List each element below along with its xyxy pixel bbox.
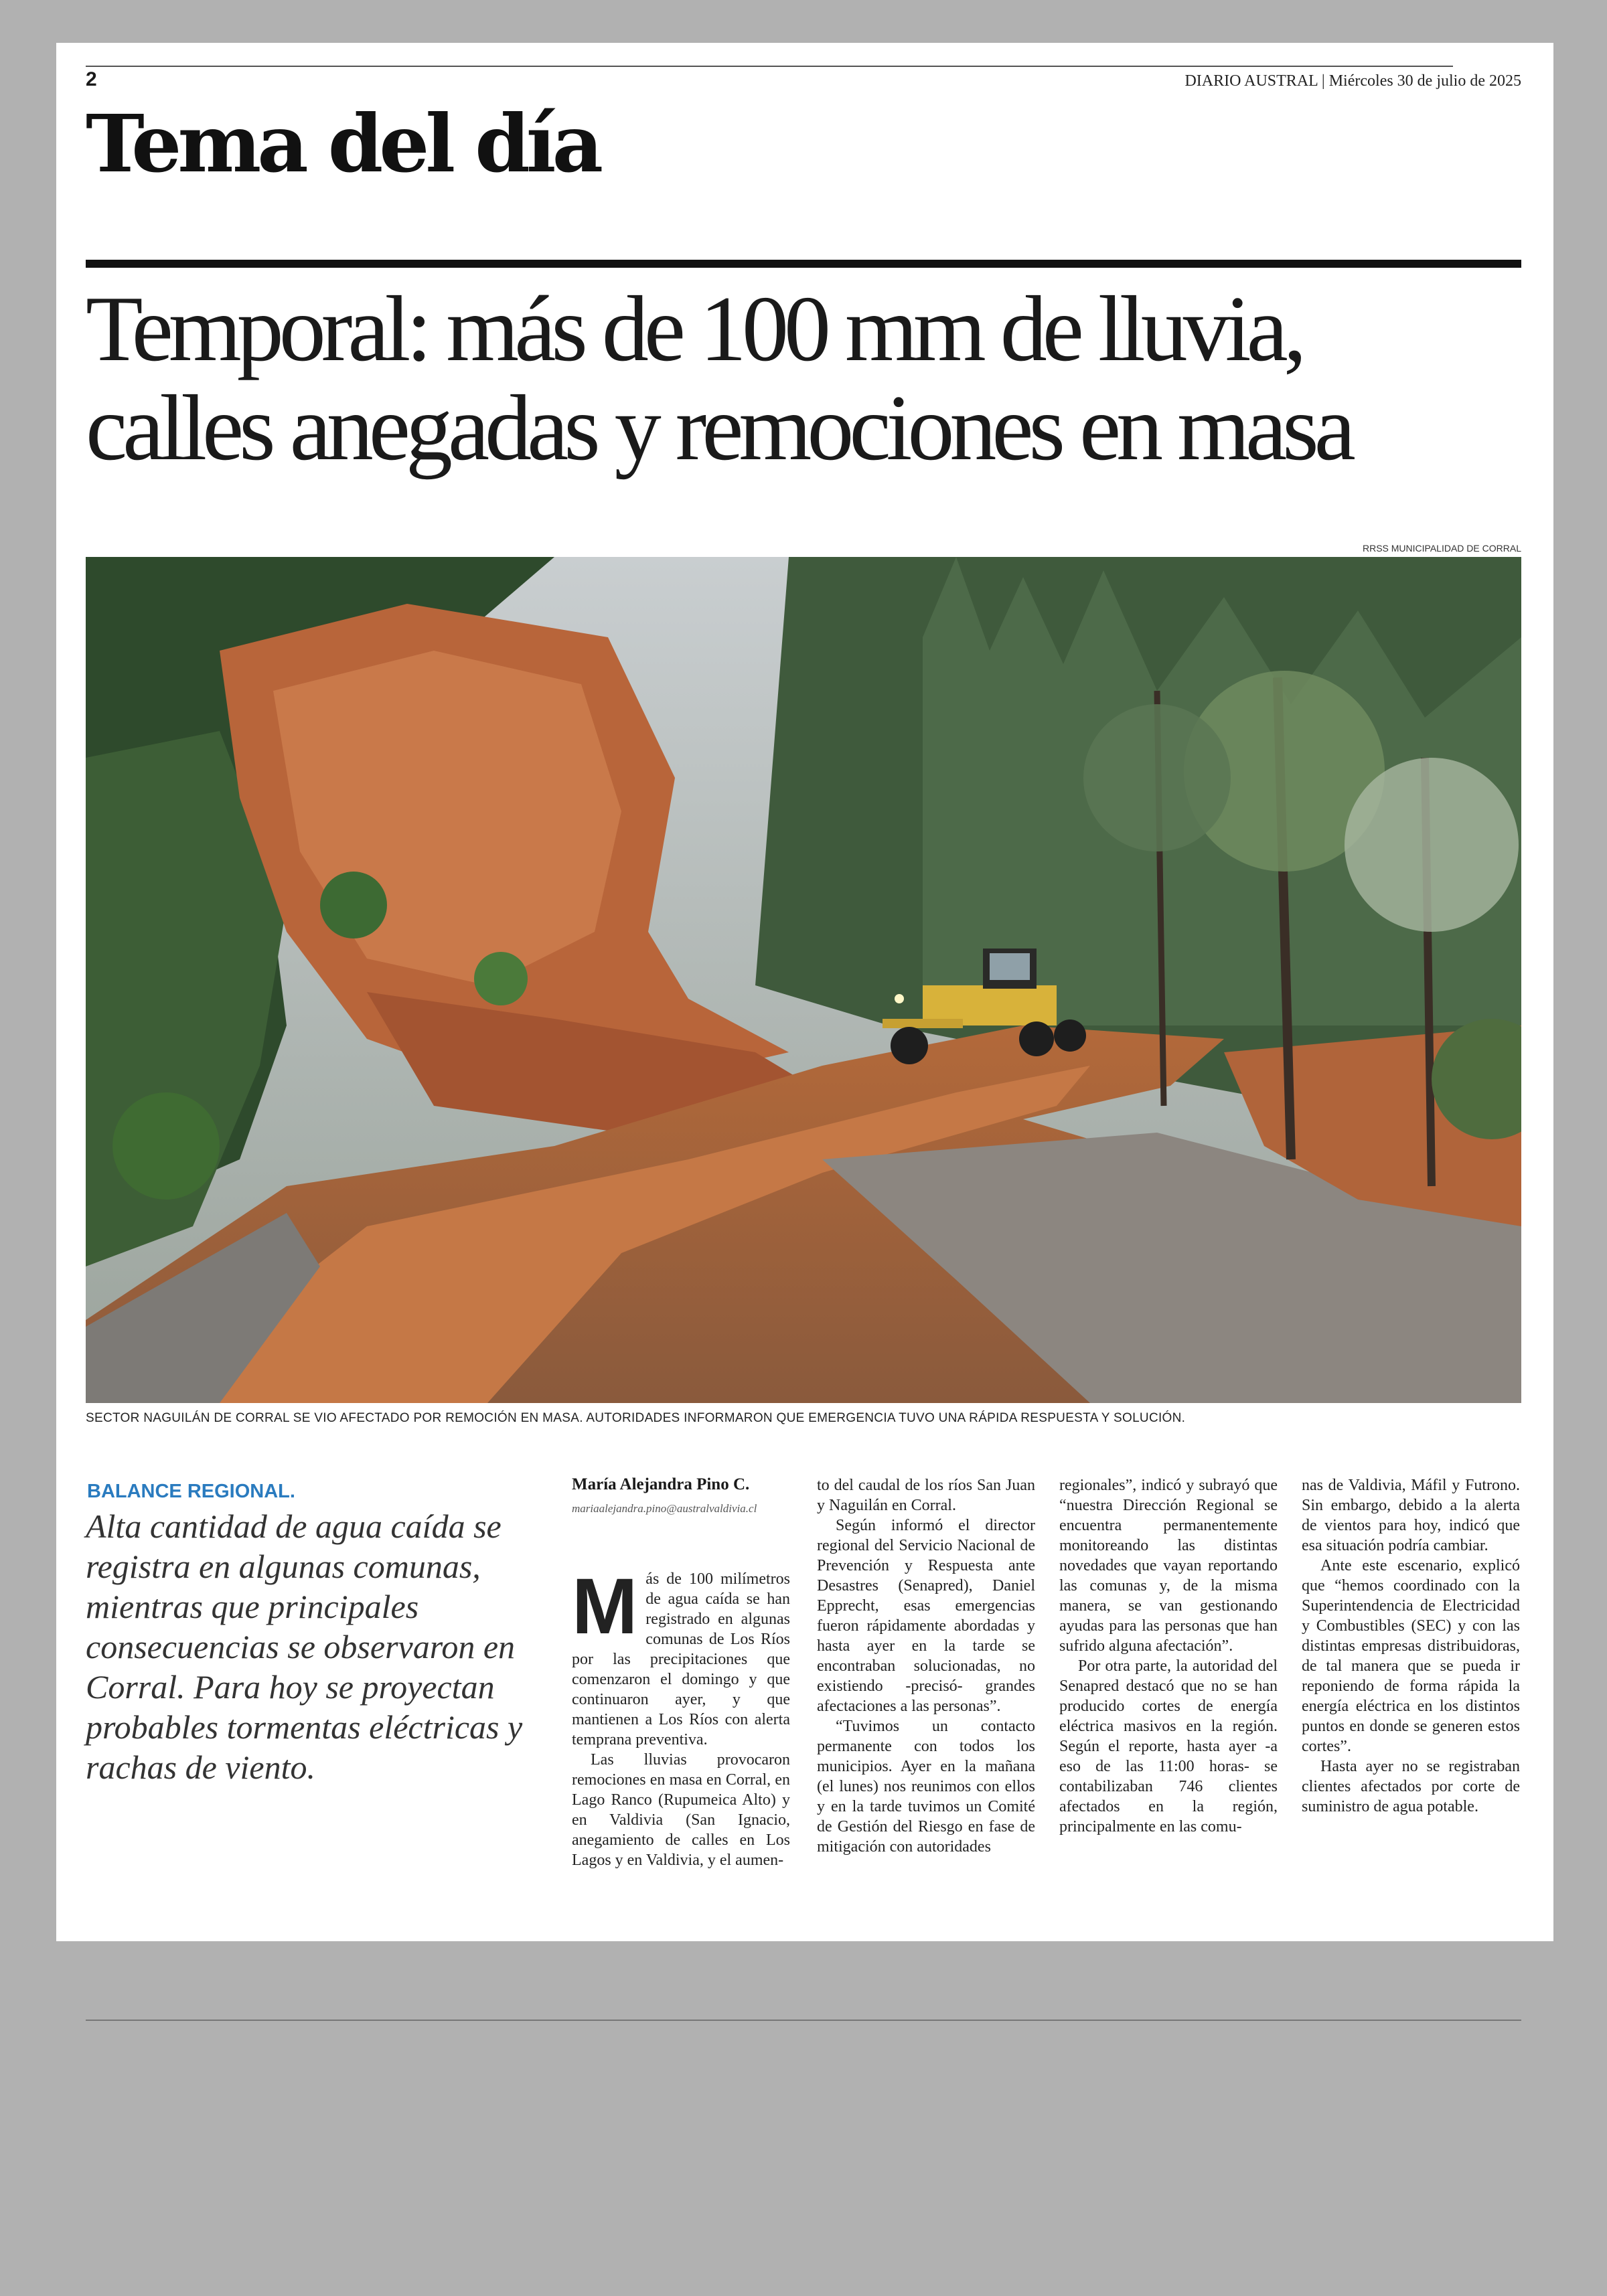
masthead: DIARIO AUSTRAL | Miércoles 30 de julio de 2025 — [1184, 72, 1521, 90]
paragraph: Según informó el director regional del Servicio Nacional de Prevención y Respuesta ante Desastres (Senapred), Daniel Epprecht, esas emergencias fueron rápidamente abordadas y hasta ayer en la tarde se encontraban solucionadas, no existiendo -precisó- grandes afectaciones a las personas”. — [817, 1517, 1035, 1715]
paragraph: nas de Valdivia, Máfil y Futrono. Sin embargo, debido a la alerta de vientos para hoy, indicó que esa situación podría cambiar. — [1302, 1477, 1520, 1554]
dek: Alta cantidad de agua caída se registra en algunas comunas, mientras que principales consecuencias se observaron en Corral. Para hoy se proyectan probables tormentas eléctricas y rachas de viento. — [86, 1507, 523, 1786]
photo-credit: RRSS MUNICIPALIDAD DE CORRAL — [1362, 543, 1521, 554]
article-column-1 — [572, 1562, 790, 1870]
page-number: 2 — [86, 68, 97, 90]
drop-cap: M — [572, 1562, 638, 1651]
author-email: mariaalejandra.pino@australvaldivia.cl — [572, 1502, 757, 1515]
section-title: Tema del día — [86, 97, 600, 190]
paragraph: “Tuvimos un contacto permanente con todos los municipios. Ayer en la mañana (el lunes) nos reunimos con ellos y en la tarde tuvimos un Comité de Gestión del Riesgo en fase de mitigación con autoridades — [817, 1718, 1035, 1856]
headline — [86, 277, 1521, 480]
article-column-2 — [817, 1475, 1035, 1857]
paragraph: Hasta ayer no se registraban clientes afectados por corte de suministro de agua potable. — [1302, 1758, 1520, 1815]
kicker: BALANCE REGIONAL. — [87, 1481, 295, 1502]
photo-caption: SECTOR NAGUILÁN DE CORRAL SE VIO AFECTADO POR REMOCIÓN EN MASA. AUTORIDADES INFORMARON QUE EMERGENCIA TUVO UNA RÁPIDA RESPUESTA Y SOLUCIÓN. — [86, 1411, 1186, 1425]
paragraph: to del caudal de los ríos San Juan y Naguilán en Corral. — [817, 1477, 1035, 1514]
bottom-divider — [86, 2020, 1521, 2021]
paragraph: Las lluvias provocaron remociones en masa en Corral, en Lago Ranco (Rupumeica Alto) y en Valdivia (San Ignacio, anegamiento de calles en Los Lagos y en Valdivia, y el aumen- — [572, 1751, 790, 1869]
author-byline: María Alejandra Pino C. — [572, 1475, 750, 1493]
article-column-4 — [1302, 1475, 1520, 1817]
headline-line-2: calles anegadas y remociones en masa — [86, 376, 1351, 480]
paragraph: Ante este escenario, explicó que “hemos coordinado con la Superintendencia de Electricidad y Combustibles (SEC) y con las distintas empresas distribuidoras, de tal manera que se pueda ir reponiendo de forma rápida la energía eléctrica en los distintos puntos en donde se generen estos cortes”. — [1302, 1557, 1520, 1755]
top-divider — [86, 66, 1453, 67]
headline-line-1: Temporal: más de 100 mm de lluvia, — [86, 277, 1302, 381]
paragraph: Por otra parte, la autoridad del Senapred destacó que no se han producido cortes de energía eléctrica masivos en la región. Según el reporte, hasta ayer -a eso de las 11:00 horas- se contabilizaban 746 clientes afectados en la región, principalmente en las comu- — [1059, 1657, 1278, 1835]
paragraph: ás de 100 milímetros de agua caída se han registrado en algunas comunas de Los Ríos por las precipitaciones que comenzaron el domingo y que continuaron ayer, y que mantienen a Los Ríos con alerta temprana preventiva. — [572, 1570, 790, 1748]
landslide-photo — [86, 557, 1521, 1403]
section-rule — [86, 260, 1521, 268]
paragraph: regionales”, indicó y subrayó que “nuestra Dirección Regional se encuentra permanentemente monitoreando las distintas novedades que vayan reportando las comunas y, de la misma manera, se van gestionando ayudas para las personas que han sufrido alguna afectación”. — [1059, 1477, 1278, 1655]
article-column-3 — [1059, 1475, 1278, 1837]
